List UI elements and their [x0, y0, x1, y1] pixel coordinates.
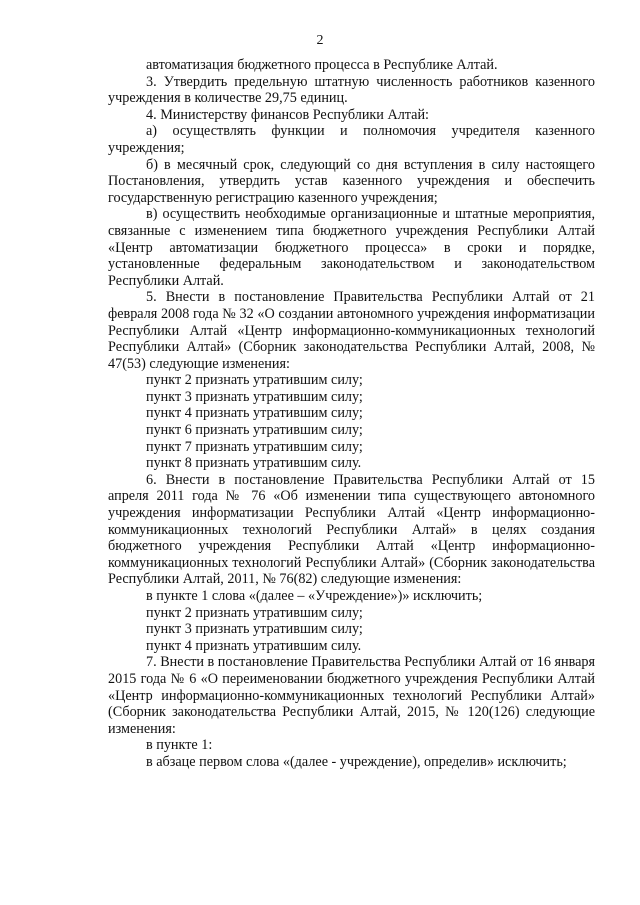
paragraph-item-4v: в) осуществить необходимые организационные и штатные мероприятия, связанные с изменением типа бюджетного учреждения Республики Алтай «Центр автоматизации бюджетного процесса» в сроки и порядке, установленные федеральным законодательством и законодательством Республики Алтай. [108, 206, 595, 289]
paragraph-item-4b: б) в месячный срок, следующий со дня вступления в силу настоящего Постановления, утвердить устав казенного учреждения и обеспечить государственную регистрацию казенного учреждения; [108, 156, 595, 206]
list-item: пункт 3 признать утратившим силу; [146, 388, 363, 405]
list-item: пункт 4 признать утратившим силу. [146, 637, 362, 654]
paragraph-item-5: 5. Внести в постановление Правительства Республики Алтай от 21 февраля 2008 года № 32 «О создании автономного учреждения информатизации Республики Алтай «Центр информационно-коммуникационных технологий Республики Алтай» (Сборник законодательства Республики Алтай, 2008, № 47(53) следующие изменения: [108, 289, 595, 372]
paragraph-continuation: автоматизация бюджетного процесса в Республике Алтай. [146, 57, 498, 73]
document-body [108, 57, 595, 771]
list-item: в пункте 1: [146, 737, 213, 754]
paragraph-item-6: 6. Внести в постановление Правительства Республики Алтай от 15 апреля 2011 года № 76 «Об изменении типа существующего автономного учреждения информатизации Республики Алтай «Центр информационно-коммуникационных технологий Республики Алтай» в целях создания бюджетного учреждения Республики Алтай «Центр информационно-коммуникационных технологий Республики Алтай» (Сборник законодательства Республики Алтай, 2011, № 76(82) следующие изменения: [108, 471, 595, 588]
paragraph-item-3: 3. Утвердить предельную штатную численность работников казенного учреждения в количестве 29,75 единиц. [108, 73, 595, 107]
list-item: в пункте 1 слова «(далее – «Учреждение»)» исключить; [146, 588, 483, 604]
paragraph-item-4a: а) осуществлять функции и полномочия учредителя казенного учреждения; [108, 123, 595, 156]
list-item: пункт 3 признать утратившим силу; [146, 621, 363, 638]
list-item: пункт 2 признать утратившим силу; [146, 604, 363, 621]
paragraph-item-7: 7. Внести в постановление Правительства Республики Алтай от 16 января 2015 года № 6 «О переименовании бюджетного учреждения Республики Алтай «Центр информационно-коммуникационных технологий Республики Алтай» (Сборник законодательства Республики Алтай, 2015, № 120(126) следующие изменения: [108, 654, 596, 737]
list-item: в абзаце первом слова «(далее - учреждение), определив» исключить; [146, 753, 567, 770]
list-item: пункт 8 признать утратившим силу. [146, 455, 362, 472]
paragraph-item-4: 4. Министерству финансов Республики Алтай: [146, 106, 429, 123]
page-number: 2 [316, 33, 324, 48]
list-item: пункт 4 признать утратившим силу; [146, 405, 363, 422]
list-item: пункт 6 признать утратившим силу; [146, 422, 363, 439]
list-item: пункт 7 признать утратившим силу; [146, 438, 363, 455]
list-item: пункт 2 признать утратившим силу; [146, 372, 363, 389]
